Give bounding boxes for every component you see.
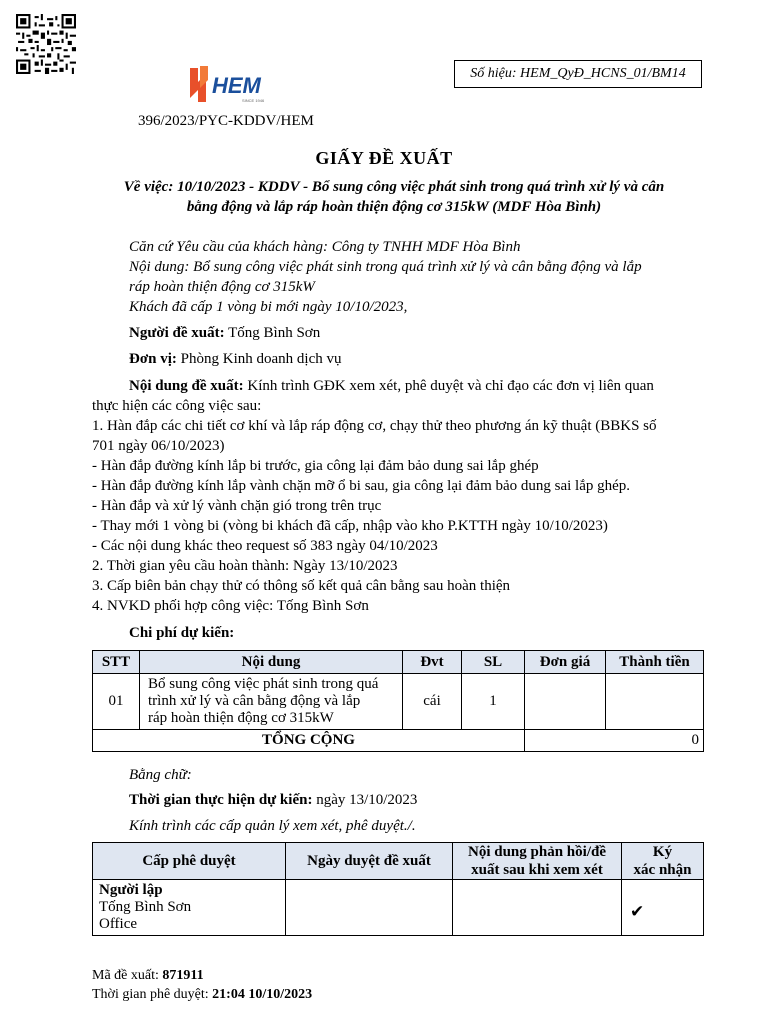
approval-table: Cấp phê duyệt Ngày duyệt đề xuất Nội dung phản hồi/đề xuất sau khi xem xét Ký xác nhận Người lập Tống Bình Sơn Office ✔ [92,842,704,936]
logo-subtext: SINCE 1946 [242,98,265,103]
footer: Mã đề xuất: 871911 Thời gian phê duyệt: 21:04 10/10/2023 [92,968,313,1002]
proposer-line: Người đề xuất: Tống Bình Sơn [129,325,321,341]
document-code: Số hiệu: HEM_QyĐ_HCNS_01/BM14 [454,60,702,88]
basis-section: Căn cứ Yêu cầu của khách hàng: Công ty TNHH MDF Hòa Bình Nội dung: Bổ sung công việc phát sinh trong quá trình xử lý và cân bằng động và lắp ráp hoàn thiện động cơ 315kW Khách đã cấp 1 vòng bi mới ngày 10/10/2023, [129,239,642,315]
unit-line: Đơn vị: Phòng Kinh doanh dịch vụ [129,351,342,367]
subject: Về việc: 10/10/2023 - KDDV - Bổ sung công việc phát sinh trong quá trình xử lý và cân bằng động và lắp ráp hoàn thiện động cơ 315kW (MDF Hòa Bình) [123,179,665,215]
page-title: GIẤY ĐỀ XUẤT [315,148,453,168]
content-section: Nội dung đề xuất: Kính trình GĐK xem xét, phê duyệt và chỉ đạo các đơn vị liên quan thực hiện các công việc sau: 1. Hàn đắp các chi tiết cơ khí và lắp ráp động cơ, chạy thử theo phương án kỹ thuật (BBKS số 701 ngày 06/10/2023) - Hàn đắp đường kính lắp bi trước, gia công lại đảm bảo dung sai lắp ghép - Hàn đắp đường kính lắp vành chặn mỡ ổ bi sau, gia công lại đảm bảo dung sai lắp ghép. - Hàn đắp và xử lý vành chặn gió trong trên trục - Thay mới 1 vòng bi (vòng bi khách đã cấp, nhập vào kho P.KTTH ngày 10/10/2023) - Các nội dung khác theo request số 383 ngày 04/10/2023 2. Thời gian yêu cầu hoàn thành: Ngày 13/10/2023 3. Cấp biên bản chạy thử có thông số kết quả cân bằng sau hoàn thiện 4. NVKD phối hợp công việc: Tống Bình Sơn [92,378,657,614]
table-row: 01 Bổ sung công việc phát sinh trong quá trình xử lý và cân bằng động và lắp ráp hoàn thiện động cơ 315kW cái 1 [93,674,704,730]
cost-table: STT Nội dung Đvt SL Đơn giá Thành tiền 01 Bổ sung công việc phát sinh trong quá trình xử lý và cân bằng động và lắp ráp hoàn thiện động cơ 315kW cái 1 TỔNG CỘNG 0 [92,650,704,752]
qr-code-icon [16,14,76,74]
table-row: Người lập Tống Bình Sơn Office ✔ [93,880,704,936]
company-logo [186,64,286,106]
words-label: Bằng chữ: [129,767,192,783]
check-icon: ✔ [622,880,704,936]
cost-label: Chi phí dự kiến: [129,625,235,641]
document-number: 396/2023/PYC-KDDV/HEM [138,113,314,129]
logo-text: HEM [212,73,261,98]
execution-time: Thời gian thực hiện dự kiến: ngày 13/10/2023 [129,792,418,808]
request-note: Kính trình các cấp quản lý xem xét, phê duyệt./. [129,818,416,834]
